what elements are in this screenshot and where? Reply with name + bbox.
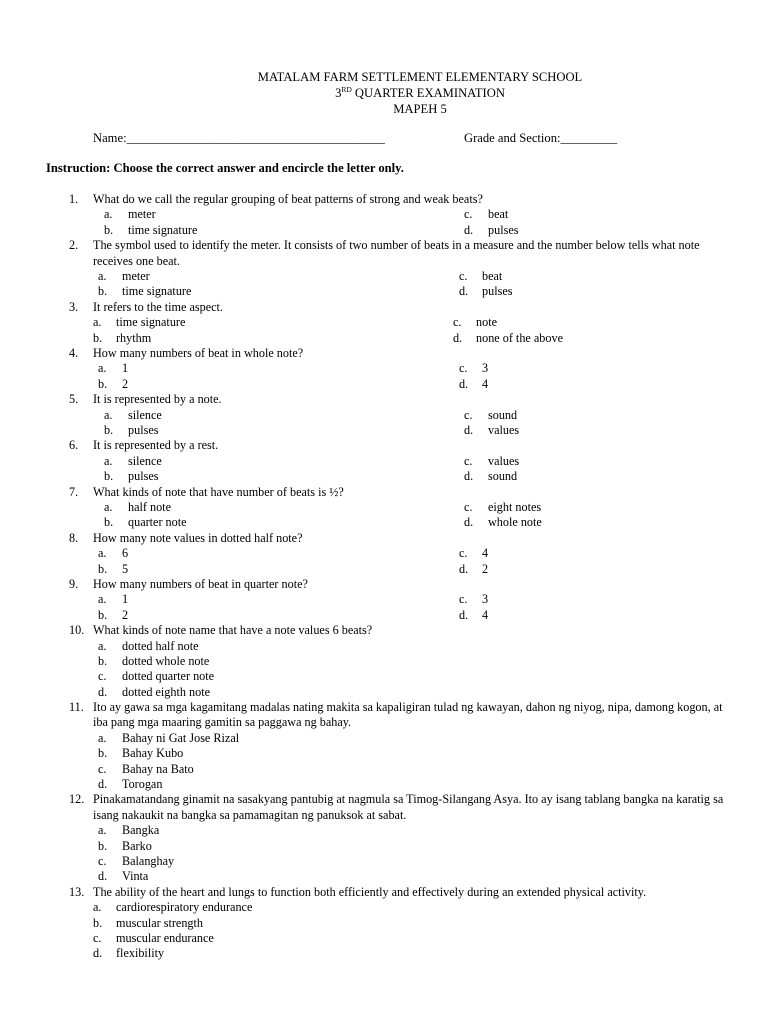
option-text: Balanghay [122,854,175,869]
option-text: meter [122,269,150,283]
option-row [0,361,728,376]
option-letter[interactable]: b. [98,838,108,853]
question-number: 9. [69,576,79,591]
answer-options [0,315,728,346]
option-text: pulses [128,422,159,437]
option-text: sound [488,469,518,484]
option-text: 1 [122,361,129,376]
question-text: What do we call the regular grouping of beat patterns of strong and weak beats? [93,192,483,206]
option-letter[interactable]: c. [464,499,473,514]
option-text: silence [128,453,162,468]
option-text: quarter note [128,515,187,530]
option-text: dotted half note [122,638,199,653]
question-number: 5. [69,392,79,407]
answer-options [0,731,728,793]
option-letter[interactable]: d. [98,869,108,884]
option-text: muscular endurance [116,931,214,945]
option-letter[interactable]: b. [98,653,108,668]
option-letter[interactable]: d. [98,777,108,792]
option-row [0,823,728,838]
option-row [0,669,728,684]
option-text: beat [482,269,503,283]
option-text: rhythm [116,330,152,345]
question-number: 2. [69,238,79,253]
option-row [0,562,728,577]
option-text: values [488,453,520,468]
option-row [0,731,728,746]
option-text: dotted quarter note [122,669,215,684]
option-letter[interactable]: b. [98,561,108,576]
option-text: 5 [122,561,129,576]
option-letter[interactable]: c. [98,854,107,869]
option-text: 6 [122,546,129,561]
option-row [0,269,728,284]
question-text: How many note values in dotted half note? [93,530,303,545]
option-row [0,423,728,438]
option-letter[interactable]: c. [464,407,473,422]
question-text: What kinds of note that have number of beats is ½? [93,484,344,499]
option-letter[interactable]: b. [98,376,108,391]
option-letter[interactable]: b. [104,515,114,530]
option-letter[interactable]: a. [104,407,113,422]
option-text: flexibility [116,946,165,961]
option-text: whole note [488,515,542,530]
answer-options [0,500,728,531]
answer-options [0,207,728,238]
question-number: 8. [69,530,79,545]
option-letter[interactable]: d. [464,222,474,237]
option-letter[interactable]: a. [104,207,113,222]
option-text: cardiorespiratory endurance [116,900,253,915]
option-text: time signature [128,222,198,237]
option-letter[interactable]: c. [464,453,473,468]
answer-options [0,361,728,392]
question-item [0,192,768,238]
option-text: beat [488,207,509,222]
option-row [0,639,728,654]
option-letter[interactable]: a. [98,638,107,653]
option-letter[interactable]: a. [98,730,107,745]
answer-options [0,592,728,623]
option-letter[interactable]: d. [459,376,469,391]
question-item [0,885,768,962]
answer-options [0,269,728,300]
option-text: 2 [482,561,489,576]
option-letter[interactable]: b. [98,607,108,622]
option-letter[interactable]: a. [98,823,107,838]
option-letter[interactable]: c. [98,761,107,776]
question-number: 4. [69,345,79,360]
option-row [0,869,728,884]
option-row [0,331,728,346]
option-text: Bahay Kubo [122,746,184,761]
question-text: How many numbers of beat in whole note? [93,345,304,360]
question-item [0,438,768,484]
question-item [0,300,768,346]
option-text: values [488,422,520,437]
option-text: Vinta [122,869,149,884]
option-text: pulses [128,469,159,484]
option-text: sound [488,407,518,422]
option-text: time signature [122,284,192,299]
question-text: The symbol used to identify the meter. It consists of two number of beats in a measure and the number below tells what note receives one beat. [93,238,700,268]
question-text: Ito ay gawa sa mga kagamitang madalas nating makita sa kapaligiran tulad ng kawayan, dahon ng niyog, nipa, damong kogon, at iba pang mga maaring gamitin sa paggawa ng bahay. [93,700,723,730]
question-item [0,531,768,577]
option-row [0,223,728,238]
option-text: pulses [482,284,513,299]
option-row [0,746,728,761]
option-letter[interactable]: c. [93,931,102,945]
option-row [0,207,728,222]
option-row [0,854,728,869]
option-letter[interactable]: c. [459,592,468,607]
exam-header [0,69,768,117]
option-text: 4 [482,376,489,391]
option-row [0,839,728,854]
option-row [0,284,728,299]
question-text: Pinakamatandang ginamit na sasakyang pantubig at nagmula sa Timog-Silangang Asya. Ito ay isang tablang bangka na karatig sa isang nakaukit na bangka sa pamamagitan ng panuksok at sabat. [93,792,724,822]
option-text: Torogan [122,777,163,792]
question-number: 10. [69,623,85,638]
option-text: 4 [482,546,489,561]
answer-options [0,900,728,962]
option-letter[interactable]: c. [459,546,468,561]
option-text: Bahay ni Gat Jose Rizal [122,730,240,745]
name-field[interactable]: Name:_________________________________________ [93,131,385,145]
option-letter[interactable]: d. [459,607,469,622]
option-letter[interactable]: d. [464,515,474,530]
question-item [0,392,768,438]
option-text: dotted whole note [122,653,210,668]
option-text: Bahay na Bato [122,761,194,776]
option-row [0,916,728,931]
option-text: 3 [482,361,489,376]
option-text: time signature [116,315,186,330]
option-row [0,315,728,330]
option-letter[interactable]: d. [98,684,108,699]
option-text: 2 [122,376,129,391]
question-number: 1. [69,192,79,206]
option-letter[interactable]: c. [98,669,107,684]
subject-title: MAPEH 5 [393,102,447,116]
question-text: It is represented by a rest. [93,438,219,453]
option-text: dotted eighth note [122,684,211,699]
option-letter[interactable]: d. [93,946,103,961]
option-letter[interactable]: d. [459,284,469,299]
option-row [0,500,728,515]
question-number: 6. [69,438,79,453]
option-letter[interactable]: a. [104,453,113,468]
option-row [0,408,728,423]
option-letter[interactable]: d. [459,561,469,576]
option-letter[interactable]: a. [98,269,107,283]
option-letter[interactable]: b. [98,746,108,761]
question-text: How many numbers of beat in quarter note? [93,576,308,591]
question-number: 12. [69,792,85,807]
question-item [0,792,768,884]
option-row [0,762,728,777]
option-letter[interactable]: a. [98,361,107,376]
question-text: What kinds of note name that have a note values 6 beats? [93,623,373,638]
option-row [0,900,728,915]
option-letter[interactable]: a. [93,315,102,330]
question-number: 11. [69,700,84,715]
option-text: 1 [122,592,129,607]
question-item [0,700,768,792]
option-row [0,469,728,484]
option-letter[interactable]: b. [104,422,114,437]
option-row [0,931,728,946]
option-text: 2 [122,607,129,622]
school-name: MATALAM FARM SETTLEMENT ELEMENTARY SCHOOL [257,70,583,84]
option-text: 3 [482,592,489,607]
option-letter[interactable]: a. [104,499,113,514]
option-letter[interactable]: c. [453,315,462,330]
option-row [0,946,728,961]
option-row [0,515,728,530]
option-text: Bangka [122,823,160,838]
answer-options [0,546,728,577]
question-item [0,485,768,531]
question-list [0,192,768,962]
grade-section-field[interactable]: Grade and Section:_________ [464,131,618,145]
option-row [0,654,728,669]
option-letter[interactable]: a. [93,900,102,915]
question-text: It is represented by a note. [93,392,222,407]
answer-options [0,823,728,885]
option-letter[interactable]: c. [464,207,473,222]
option-letter[interactable]: c. [459,361,468,376]
option-text: muscular strength [116,915,203,930]
option-letter[interactable]: c. [459,269,468,283]
question-number: 13. [69,884,85,899]
option-row [0,546,728,561]
option-text: meter [128,207,156,222]
option-text: pulses [488,222,519,237]
option-text: Barko [122,838,152,853]
question-item [0,623,768,700]
option-letter[interactable]: b. [93,330,103,345]
question-number: 3. [69,299,79,314]
question-text: The ability of the heart and lungs to function both efficiently and effectively during an extended physical activity. [93,884,647,899]
option-row [0,685,728,700]
question-item [0,577,768,623]
option-row [0,454,728,469]
exam-title: 3RD QUARTER EXAMINATION [335,85,505,100]
option-text: eight notes [488,499,542,514]
option-text: half note [128,499,171,514]
option-letter[interactable]: d. [453,330,463,345]
option-letter[interactable]: b. [104,469,114,484]
instruction-text: Instruction: Choose the correct answer and encircle the letter only. [46,161,404,175]
answer-options [0,408,728,439]
question-item [0,346,768,392]
option-letter[interactable]: a. [98,592,107,607]
option-letter[interactable]: b. [98,284,108,299]
question-text: It refers to the time aspect. [93,299,223,314]
option-letter[interactable]: d. [464,469,474,484]
option-text: note [476,315,497,330]
option-letter[interactable]: a. [98,546,107,561]
option-letter[interactable]: b. [93,915,103,930]
option-row [0,377,728,392]
option-row [0,777,728,792]
question-item [0,238,768,300]
question-number: 7. [69,484,79,499]
option-text: 4 [482,607,489,622]
option-text: silence [128,407,162,422]
option-letter[interactable]: d. [464,422,474,437]
answer-options [0,639,728,701]
option-letter[interactable]: b. [104,222,114,237]
student-info-row [93,131,653,146]
option-text: none of the above [476,330,563,345]
answer-options [0,454,728,485]
option-row [0,608,728,623]
option-row [0,592,728,607]
